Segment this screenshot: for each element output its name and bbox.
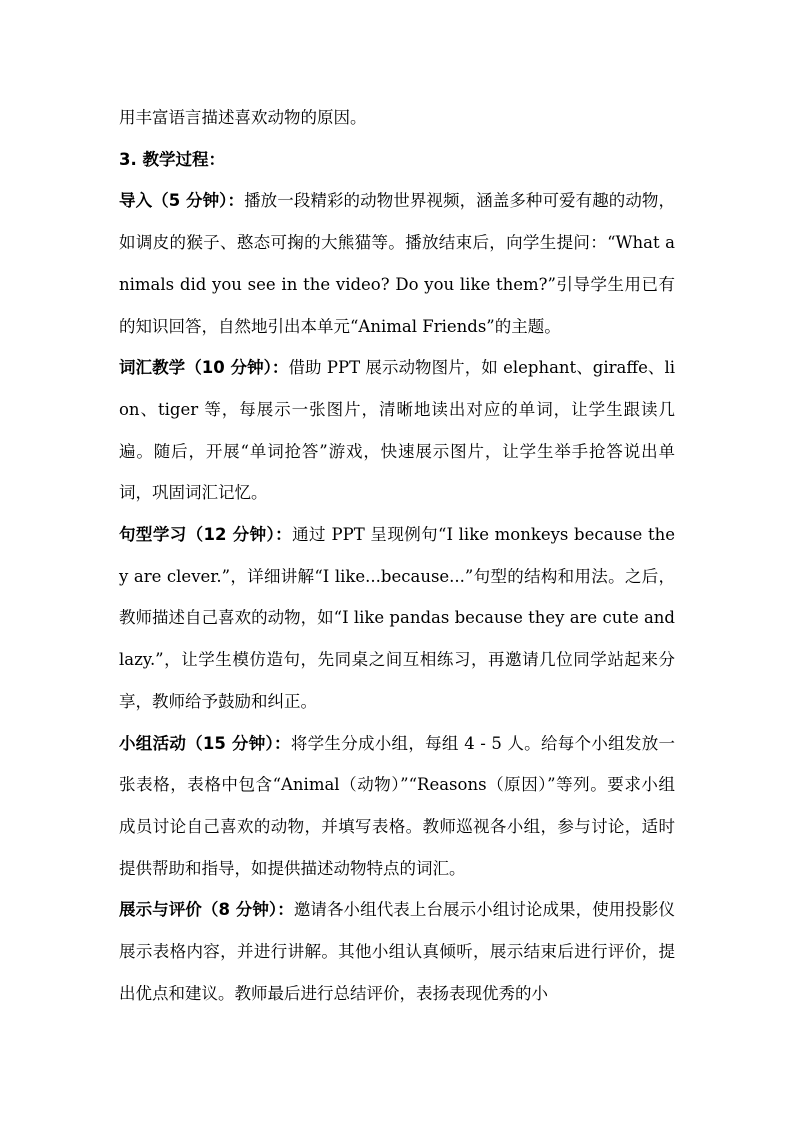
paragraph-text: 借助 PPT 展示动物图片，如 elephant、giraffe、lion、tiger 等，每展示一张图片，清晰地读出对应的单词，让学生跟读几遍。随后，开展“单词抢答”游戏，快速展示图片，让学生举手抢答说出单词，巩固词汇记忆。 bbox=[119, 358, 675, 503]
paragraph-text: 将学生分成小组，每组 4 - 5 人。给每个小组发放一张表格，表格中包含“Animal（动物）”“Reasons（原因）”等列。要求小组成员讨论自己喜欢的动物，并填写表格。教师巡视各小组，参与讨论，适时提供帮助和指导，如提供描述动物特点的词汇。 bbox=[119, 733, 675, 878]
paragraph-label: 导入（5 分钟）： bbox=[119, 191, 245, 211]
paragraph-label: 句型学习（12 分钟）： bbox=[119, 525, 293, 545]
paragraph-text: 通过 PPT 呈现例句“I like monkeys because they are clever.”，详细讲解“I like...because...”句型的结构和用法。之后，教师描述自己喜欢的动物，如“I like pandas because they are cute and lazy.”，让学生模仿造句，先同桌之间互相练习，再邀请几位同学站起来分享，教师给予鼓励和纠正。 bbox=[119, 525, 675, 711]
paragraph-text: 邀请各小组代表上台展示小组讨论成果，使用投影仪展示表格内容，并进行讲解。其他小组认真倾听，展示结束后进行评价，提出优点和建议。教师最后进行总结评价，表扬表现优秀的小 bbox=[119, 900, 676, 1003]
document-body bbox=[119, 97, 675, 1014]
paragraph-label: 小组活动（15 分钟）： bbox=[119, 733, 291, 753]
paragraph-group-activity bbox=[119, 723, 675, 890]
paragraph-label: 展示与评价（8 分钟）： bbox=[119, 900, 294, 920]
paragraph-intro bbox=[119, 180, 675, 347]
paragraph-text: 播放一段精彩的动物世界视频，涵盖多种可爱有趣的动物，如调皮的猴子、憨态可掬的大熊猫等。播放结束后，向学生提问：“What animals did you see in the video? Do you like them?”引导学生用已有的知识回答，自然地引出本单元“Animal Friends”的主题。 bbox=[119, 191, 675, 336]
paragraph-vocabulary bbox=[119, 347, 675, 514]
intro-line: 用丰富语言描述喜欢动物的原因。 bbox=[119, 108, 367, 127]
paragraph-sentence-patterns bbox=[119, 514, 675, 723]
paragraph-presentation bbox=[119, 889, 675, 1014]
paragraph-label: 词汇教学（10 分钟）： bbox=[119, 358, 289, 378]
section-heading: 3. 教学过程： bbox=[119, 149, 225, 169]
